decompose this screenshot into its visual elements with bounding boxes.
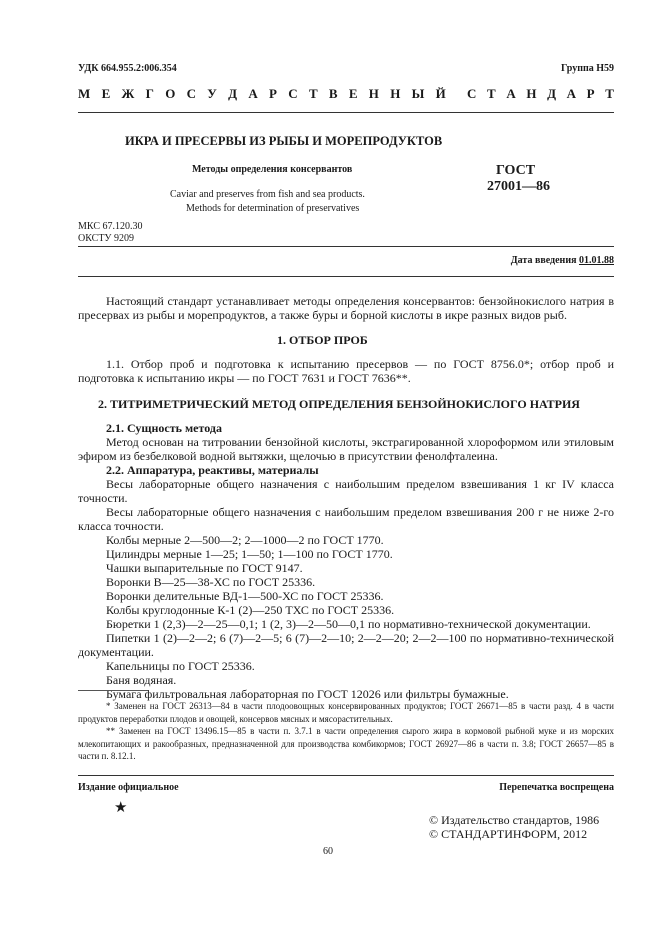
footnote-rule xyxy=(78,690,148,691)
copyright-standartinform: © СТАНДАРТИНФОРМ, 2012 xyxy=(429,827,588,841)
banner-letter: Н xyxy=(526,86,537,101)
section1-block xyxy=(78,357,614,385)
intro-block xyxy=(78,294,614,322)
equipment-item: Колбы круглодонные К-1 (2)—250 ТХС по ГОСТ 25336. xyxy=(106,603,395,617)
section2-body xyxy=(78,421,614,701)
equipment-item: Капельницы по ГОСТ 25336. xyxy=(106,659,255,673)
equipment-item: Бумага фильтровальная лабораторная по ГОСТ 12026 или фильтры бумажные. xyxy=(106,687,509,701)
banner-letter: Т xyxy=(605,86,614,101)
footnotes xyxy=(78,700,614,763)
banner-letter: Н xyxy=(368,86,379,101)
section1-text: 1.1. Отбор проб и подготовка к испытанию пресервов — по ГОСТ 8756.0*; отбор проб и подготовка к испытанию икры — по ГОСТ 7631 и ГОСТ 7636**. xyxy=(78,357,614,385)
equipment-item: Баня водяная. xyxy=(106,673,177,687)
okstu-code: ОКСТУ 9209 xyxy=(78,233,135,244)
equipment-item: Чашки выпарительные по ГОСТ 9147. xyxy=(106,561,303,575)
banner-letter: Т xyxy=(308,86,318,101)
banner-letter: Р xyxy=(269,86,277,101)
intro-paragraph: Настоящий стандарт устанавливает методы определения консервантов: бензойнокислого натрия в пресервах из рыбы и морепродуктов, а также буры и борной кислоты в икре разных видов рыб. xyxy=(78,294,614,322)
section2-2-heading: 2.2. Аппаратура, реактивы, материалы xyxy=(106,463,319,477)
banner-letter: В xyxy=(328,86,338,101)
banner-letter: А xyxy=(248,86,258,101)
document-subtitle: Методы определения консервантов xyxy=(192,164,353,175)
gost-label: ГОСТ xyxy=(496,163,536,178)
header-divider xyxy=(78,112,614,113)
banner-letter: О xyxy=(165,86,176,101)
footnote-2: ** Заменен на ГОСТ 13496.15—85 в части п. 3.7.1 в части определения сырого жира в кормовой рыбной муке и из морских млекопитающих и ракообразных, предназначенной для производства комбикормов; ГОСТ 26927—86 в части п. 3.8; ГОСТ 26657—85 в части п. 8.12.1. xyxy=(78,726,614,761)
equipment-item: Цилиндры мерные 1—25; 1—50; 1—100 по ГОСТ 1770. xyxy=(106,547,393,561)
banner-letter: М xyxy=(78,86,91,101)
equipment-item: Весы лабораторные общего назначения с наибольшим пределом взвешивания 1 кг IV класса точности. xyxy=(78,477,614,505)
intro-date-value: 01.01.88 xyxy=(579,255,614,266)
title-divider xyxy=(78,246,614,247)
copyright-publisher: © Издательство стандартов, 1986 xyxy=(429,813,600,827)
equipment-item: Весы лабораторные общего назначения с наибольшим пределом взвешивания 200 г не ниже 2-го класса точности. xyxy=(78,505,614,533)
english-title-line1: Caviar and preserves from fish and sea products. xyxy=(170,189,365,200)
equipment-item: Колбы мерные 2—500—2; 2—1000—2 по ГОСТ 1770. xyxy=(106,533,384,547)
document-title: ИКРА И ПРЕСЕРВЫ ИЗ РЫБЫ И МОРЕПРОДУКТОВ xyxy=(125,134,443,148)
footer-divider xyxy=(78,775,614,776)
section2-heading: 2. ТИТРИМЕТРИЧЕСКИЙ МЕТОД ОПРЕДЕЛЕНИЯ БЕНЗОЙНОКИСЛОГО НАТРИЯ xyxy=(98,397,580,411)
official-edition: Издание официальное xyxy=(78,782,179,793)
reprint-prohibited: Перепечатка воспрещена xyxy=(499,782,614,793)
banner-letter: Р xyxy=(586,86,595,101)
date-divider xyxy=(78,276,614,277)
section2-1-text: Метод основан на титровании бензойной кислоты, экстрагированной хлороформом или этиловым эфиром из безбелковой водной вытяжки, щелочью в присутствии фенолфталеина. xyxy=(78,435,614,463)
banner-letter: Е xyxy=(101,86,111,101)
banner-part-1 xyxy=(78,86,446,102)
banner-letter: Д xyxy=(547,86,557,101)
udk-code: УДК 664.955.2:006.354 xyxy=(78,63,177,74)
banner-letter: А xyxy=(566,86,577,101)
banner-letter: С xyxy=(186,86,197,101)
banner-letter: Ж xyxy=(121,86,135,101)
page-number: 60 xyxy=(323,846,333,857)
equipment-item: Пипетки 1 (2)—2—2; 6 (7)—2—5; 6 (7)—2—10; 2—2—20; 2—2—100 по нормативно-технической документации. xyxy=(78,631,614,659)
group-code: Группа Н59 xyxy=(561,63,614,74)
intro-date xyxy=(511,255,614,266)
star-icon: ★ xyxy=(114,800,128,816)
section2-1-heading: 2.1. Сущность метода xyxy=(106,421,222,435)
equipment-item: Бюретки 1 (2,3)—2—25—0,1; 1 (2, 3)—2—50—0,1 по нормативно-технической документации. xyxy=(106,617,591,631)
banner-letter: С xyxy=(288,86,298,101)
banner-part-2 xyxy=(467,86,614,102)
banner-letter: С xyxy=(467,86,477,101)
equipment-item: Воронки делительные ВД-1—500-ХС по ГОСТ 25336. xyxy=(106,589,384,603)
footnote-1: * Заменен на ГОСТ 26313—84 в части плодоовощных консервированных продуктов; ГОСТ 26671—85 в части разд. 4 в части продуктов переработки плодов и овощей, консервов мясных и мясорастительных. xyxy=(78,701,614,724)
intro-date-label: Дата введения xyxy=(510,255,577,266)
banner-letter: Т xyxy=(487,86,496,101)
english-title-line2: Methods for determination of preservatives xyxy=(186,203,360,214)
banner-letter: Д xyxy=(228,86,238,101)
banner-letter: Ы xyxy=(411,86,425,101)
mks-code: МКС 67.120.30 xyxy=(78,221,143,232)
banner-letter: Н xyxy=(390,86,401,101)
banner-letter: У xyxy=(207,86,217,101)
equipment-item: Воронки В—25—38-ХС по ГОСТ 25336. xyxy=(106,575,316,589)
gost-number: 27001—86 xyxy=(487,179,550,194)
standard-banner xyxy=(78,86,614,102)
banner-letter: Е xyxy=(348,86,358,101)
banner-letter: А xyxy=(506,86,516,101)
banner-letter: Г xyxy=(145,86,154,101)
banner-letter: Й xyxy=(435,86,446,101)
section1-heading: 1. ОТБОР ПРОБ xyxy=(277,333,368,347)
